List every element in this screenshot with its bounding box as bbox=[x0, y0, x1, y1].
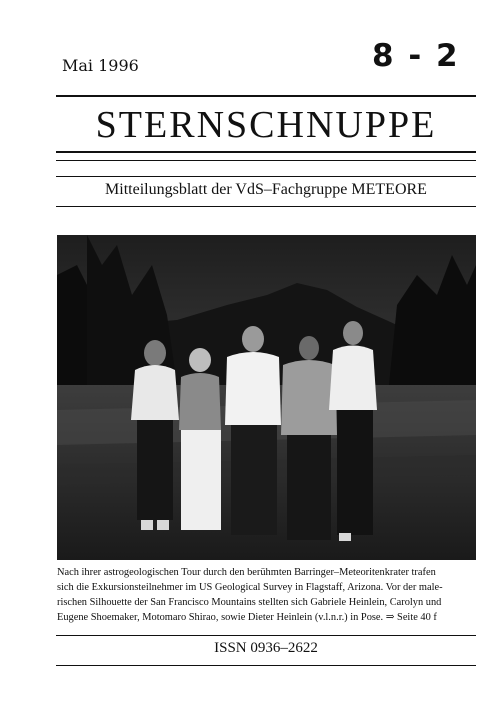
caption-line: Nach ihrer astrogeologischen Tour durch den berühmten Barringer–Meteoritenkrater trafen bbox=[57, 567, 436, 578]
divider bbox=[56, 95, 476, 97]
group-photo bbox=[57, 235, 476, 560]
caption-line: Eugene Shoemaker, Motomaro Shirao, sowie Dieter Heinlein (v.l.n.r.) in Pose. ⇒ Seite 40 f bbox=[57, 612, 437, 623]
magazine-title: STERNSCHNUPPE bbox=[95, 104, 437, 146]
group-photo-image bbox=[57, 235, 476, 560]
divider bbox=[56, 160, 476, 161]
divider bbox=[56, 151, 476, 153]
divider bbox=[56, 206, 476, 207]
caption-line: rischen Silhouette der San Francisco Mountains stellten sich Gabriele Heinlein, Carolyn und bbox=[57, 597, 442, 608]
divider bbox=[56, 665, 476, 666]
divider bbox=[56, 635, 476, 636]
caption-line: sich die Exkursionsteilnehmer im US Geological Survey in Flagstaff, Arizona. Vor der male- bbox=[57, 582, 443, 593]
issn-number: ISSN 0936–2622 bbox=[214, 640, 318, 656]
date-label: Mai 1996 bbox=[62, 56, 139, 75]
photo-caption bbox=[57, 565, 476, 625]
divider bbox=[56, 176, 476, 177]
issue-number: 8 - 2 bbox=[372, 38, 460, 74]
subtitle: Mitteilungsblatt der VdS–Fachgruppe METEORE bbox=[105, 181, 427, 198]
